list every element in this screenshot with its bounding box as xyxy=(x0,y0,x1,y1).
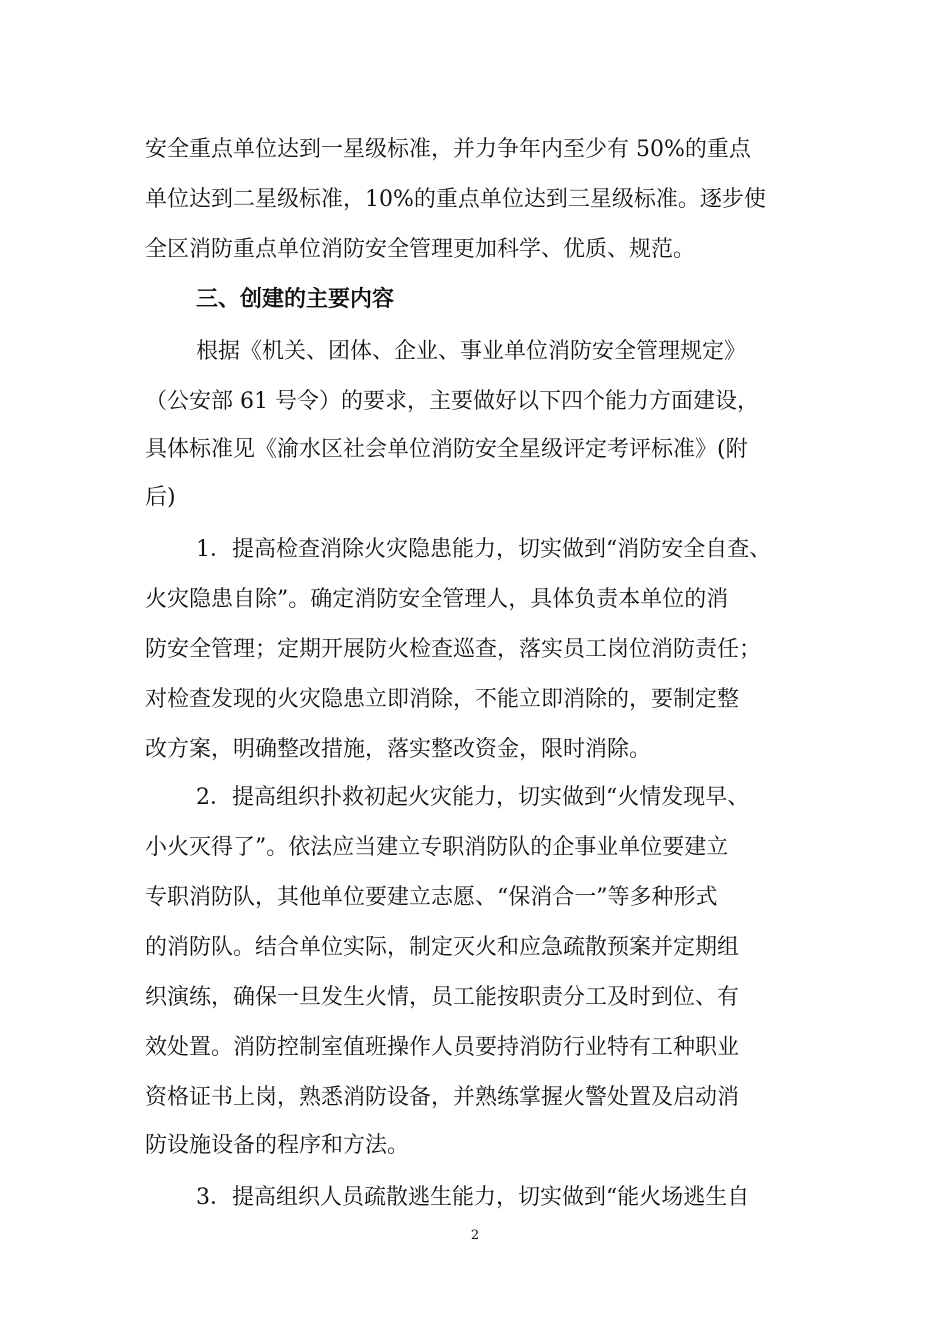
paragraph-text: 单位达到二星级标准，10%的重点单位达到三星级标准。逐步使 xyxy=(145,187,766,212)
paragraph-text: 具体标准见《渝水区社会单位消防安全星级评定考评标准》(附 xyxy=(145,437,748,462)
list-item-text: 改方案，明确整改措施，落实整改资金，限时消除。 xyxy=(145,737,652,762)
page-number: 2 xyxy=(470,1228,480,1243)
paragraph-text: 后) xyxy=(145,485,176,510)
list-item-text: 3．提高组织人员疏散逃生能力，切实做到“能火场逃生自 xyxy=(196,1185,750,1210)
list-item-text: 小火灭得了”。依法应当建立专职消防队的企事业单位要建立 xyxy=(145,835,729,860)
list-item-text: 防安全管理；定期开展防火检查巡查，落实员工岗位消防责任； xyxy=(145,637,762,662)
list-item-text: 织演练，确保一旦发生火情，员工能按职责分工及时到位、有 xyxy=(145,985,740,1010)
list-item-text: 火灾隐患自除”。确定消防安全管理人，具体负责本单位的消 xyxy=(145,587,729,612)
list-item-text: 2．提高组织扑救初起火灾能力，切实做到“火情发现早、 xyxy=(196,785,750,810)
paragraph-text: 全区消防重点单位消防安全管理更加科学、优质、规范。 xyxy=(145,237,696,262)
list-item-text: 的消防队。结合单位实际，制定灭火和应急疏散预案并定期组 xyxy=(145,935,740,960)
list-item-text: 资格证书上岗，熟悉消防设备，并熟练掌握火警处置及启动消 xyxy=(145,1085,740,1110)
list-item-text: 效处置。消防控制室值班操作人员要持消防行业特有工种职业 xyxy=(145,1035,740,1060)
list-item-text: 专职消防队，其他单位要建立志愿、“保消合一”等多种形式 xyxy=(145,885,718,910)
paragraph-text: 根据《机关、团体、企业、事业单位消防安全管理规定》 xyxy=(196,339,747,364)
list-item-text: 对检查发现的火灾隐患立即消除，不能立即消除的，要制定整 xyxy=(145,687,740,712)
list-item-text: 1．提高检查消除火灾隐患能力，切实做到“消防安全自查、 xyxy=(196,537,772,562)
paragraph-text: （公安部 61 号令）的要求，主要做好以下四个能力方面建设， xyxy=(145,389,759,414)
section-heading: 三、创建的主要内容 xyxy=(196,287,395,312)
paragraph-text: 安全重点单位达到一星级标准，并力争年内至少有 50%的重点 xyxy=(145,137,751,162)
list-item-text: 防设施设备的程序和方法。 xyxy=(145,1133,410,1158)
